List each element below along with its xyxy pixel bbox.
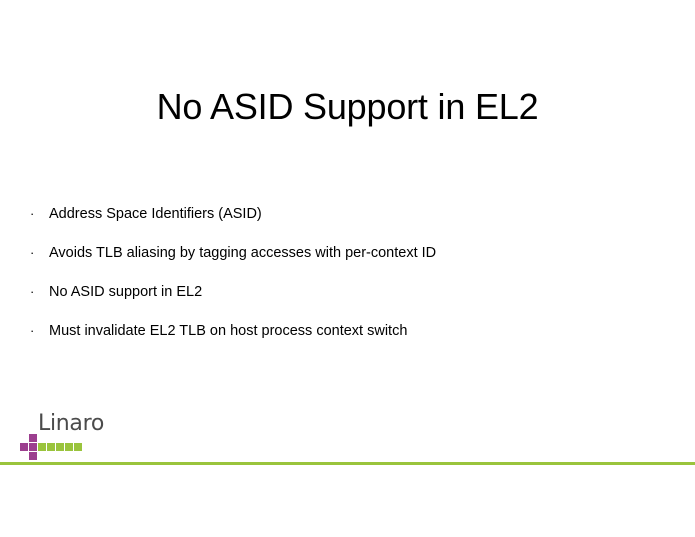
bullet-marker-icon: ·: [30, 323, 35, 338]
logo-wordmark: Linaro: [38, 411, 105, 436]
footer-divider: [0, 462, 695, 465]
list-item: [30, 283, 660, 301]
list-item-label: Must invalidate EL2 TLB on host process context switch: [49, 323, 408, 339]
list-item: [30, 205, 660, 223]
bullet-marker-icon: ·: [30, 206, 35, 221]
page-title: No ASID Support in EL2: [156, 86, 539, 127]
list-item-label: Address Space Identifiers (ASID): [49, 206, 262, 222]
list-item: [30, 244, 660, 262]
bullet-marker-icon: ·: [30, 284, 35, 299]
bullet-marker-icon: ·: [30, 245, 35, 260]
bullet-list: [30, 205, 660, 361]
list-item: [30, 322, 660, 340]
list-item-label: Avoids TLB aliasing by tagging accesses with per-context ID: [49, 245, 437, 261]
linaro-logo: [20, 412, 130, 460]
logo-blocks-icon: [20, 434, 106, 458]
list-item-label: No ASID support in EL2: [49, 284, 203, 300]
